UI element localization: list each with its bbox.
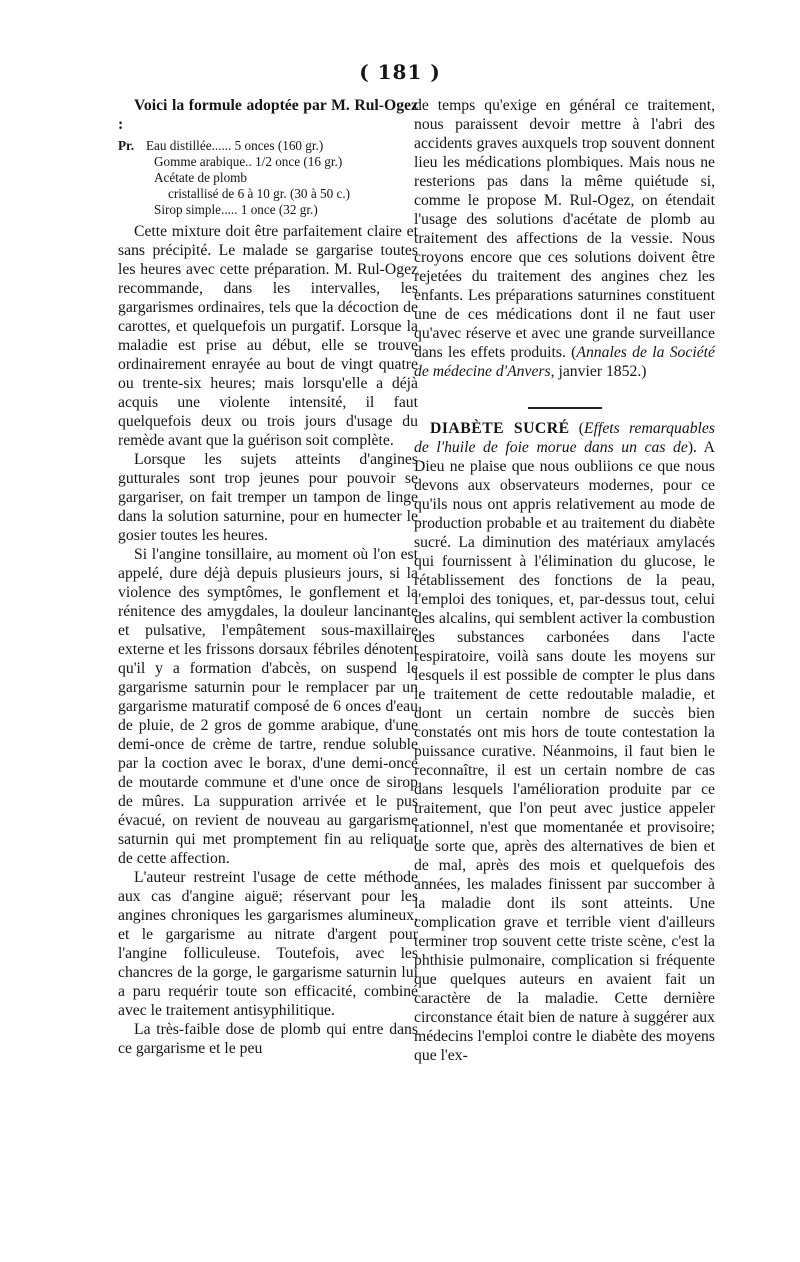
subtitle-close: ). xyxy=(687,439,697,456)
right-column xyxy=(414,96,715,1065)
citation-open: ( xyxy=(571,344,577,361)
paragraph: L'auteur restreint l'usage de cette méthode aux cas d'angine aiguë; réservant pour les angines chroniques les gargarismes alumineux, et le gargarisme au nitrate d'argent pour l'angine folliculeuse. Toutefois, avec les chancres de la gorge, le gargarisme saturnin lui a paru requérir toute son efficacité, combiné avec le traitement antisyphilitique. xyxy=(118,869,418,1019)
citation-source: Annales de la Société de médecine d'Anvers xyxy=(414,344,716,380)
formula-intro: Voici la formule adoptée par M. Rul-Ogez : xyxy=(118,97,418,133)
continuation-text: de temps qu'exige en général ce traitement, nous paraissent devoir mettre à l'abri des accidents graves auxquels trop souvent donnent lieu les médications plombiques. Mais nous ne resterions pas dans la même quiétude si, comme le propose M. Rul-Ogez, on étendait l'usage des solutions d'acétate de plomb au traitement des affections de la vessie. Nous croyons encore que ces solutions doivent être rejetées du traitement des angines chez les enfants. Les préparations saturnines constituent une de ces médications dont il ne faut user qu'avec réserve et avec une grande surveillance dans les effets produits. xyxy=(414,97,715,361)
formula-text: Acétate de plomb xyxy=(154,170,248,185)
formula-line xyxy=(118,138,418,154)
subtitle-open: ( xyxy=(578,420,585,437)
formula-prefix xyxy=(118,186,146,202)
continued-paragraph xyxy=(414,96,715,381)
formula-text: Sirop simple..... 1 once (32 gr.) xyxy=(154,202,318,217)
formula-text: Eau distillée...... 5 onces (160 gr.) xyxy=(146,138,324,153)
formula-prefix xyxy=(118,170,146,186)
formula-text: Gomme arabique.. 1/2 once (16 gr.) xyxy=(154,154,343,169)
formula-prefix xyxy=(118,202,146,218)
paragraph: Cette mixture doit être parfaitement claire et sans précipité. Le malade se gargarise toutes les heures avec cette préparation. M. Rul-Ogez recommande, dans les intervalles, les gargarismes ordinaires, tels que la décoction de carottes, et quelquefois un purgatif. Lorsque la maladie est prise au début, elle se trouve ordinairement enrayée au bout de vingt quatre ou trente-six heures; mais lorsqu'elle a déjà acquis une violente intensité, il faut quelquefois deux ou trois jours d'usage du remède avant que la guérison soit complète. xyxy=(118,223,418,449)
formula-prefix: Pr. xyxy=(118,138,134,153)
formula-text: cristallisé de 6 à 10 gr. (30 à 50 c.) xyxy=(168,186,351,201)
formula-line xyxy=(118,186,418,202)
section-heading: DIABÈTE SUCRÉ xyxy=(430,420,570,437)
paragraph: Lorsque les sujets atteints d'angines gutturales sont trop jeunes pour pouvoir se gargariser, on fait tremper un tampon de linge dans la solution saturnine, pour en humecter le gosier toutes les heures. xyxy=(118,451,418,544)
citation-date: , janvier 1852.) xyxy=(550,363,647,380)
section-subtitle: Effets remarquables de l'huile de foie morue dans un cas de xyxy=(414,420,715,456)
formula-prefix xyxy=(118,154,146,170)
section-text: A Dieu ne plaise que nous oubliions ce que nous devons aux observateurs modernes, pour ce qu'ils nous ont appris relativement au mode de production probable et au traitement du diabète sucré. La diminution des matériaux amylacés qui fournissent à l'élimination du glucose, le rétablissement des fonctions de la peau, l'emploi des toniques, et, par-dessus tout, celui des alcalins, qui semblent activer la combustion des substances carbonées dans l'acte respiratoire, voilà sans doute les moyens sur lesquels il est possible de compter le plus dans le traitement de cette redoutable maladie, et dont un certain nombre de succès bien constatés ont mis hors de toute contestation la puissance curative. Néanmoins, il faut bien le reconnaître, il est un certain nombre de cas dans lesquels l'amélioration produite par ce traitement, que l'on peut avec justice appeler rationnel, n'est que momentanée et provisoire; de sorte que, après des alternatives de bien et de mal, après des mois et quelquefois des années, les malades finissent par succomber à la maladie dont ils sont atteints. Une complication grave et terrible vient d'ailleurs terminer trop souvent cette triste scène, c'est la phthisie pulmonaire, complication si fréquente que quelques auteurs en avaient fait un caractère de la maladie. Cette dernière circonstance était bien de nature à suggérer aux médecins l'emploi contre le diabète des moyens que l'ex- xyxy=(414,439,715,1064)
formula-line xyxy=(118,170,418,186)
page-number: ( 181 ) xyxy=(359,60,441,84)
paragraph: La très-faible dose de plomb qui entre dans ce gargarisme et le peu xyxy=(118,1021,418,1057)
formula-line xyxy=(118,202,418,218)
formula-line xyxy=(118,154,418,170)
paragraph: Si l'angine tonsillaire, au moment où l'on est appelé, dure déjà depuis plusieurs jours, si la violence des symptômes, le gonflement et la rénitence des amygdales, la douleur lancinante et pulsative, l'empâtement sous-maxillaire externe et les frissons dorsaux fébriles dénotent qu'il y a formation d'abcès, on suspend le gargarisme saturnin pour le remplacer par un gargarisme maturatif composé de 6 onces d'eau de pluie, de 2 gros de gomme arabique, d'une demi-once de crème de tartre, rendue soluble par la coction avec le borax, d'une demi-once de moutarde commune et d'une once de sirop de mûres. La suppuration arrivée et le pus évacué, on revient de nouveau au gargarisme saturnin qui met promptement fin au reliquat de cette affection. xyxy=(118,546,418,867)
formula-block xyxy=(118,138,418,218)
section-paragraph xyxy=(414,419,715,1065)
section-divider xyxy=(528,407,602,409)
left-column xyxy=(118,96,418,1058)
